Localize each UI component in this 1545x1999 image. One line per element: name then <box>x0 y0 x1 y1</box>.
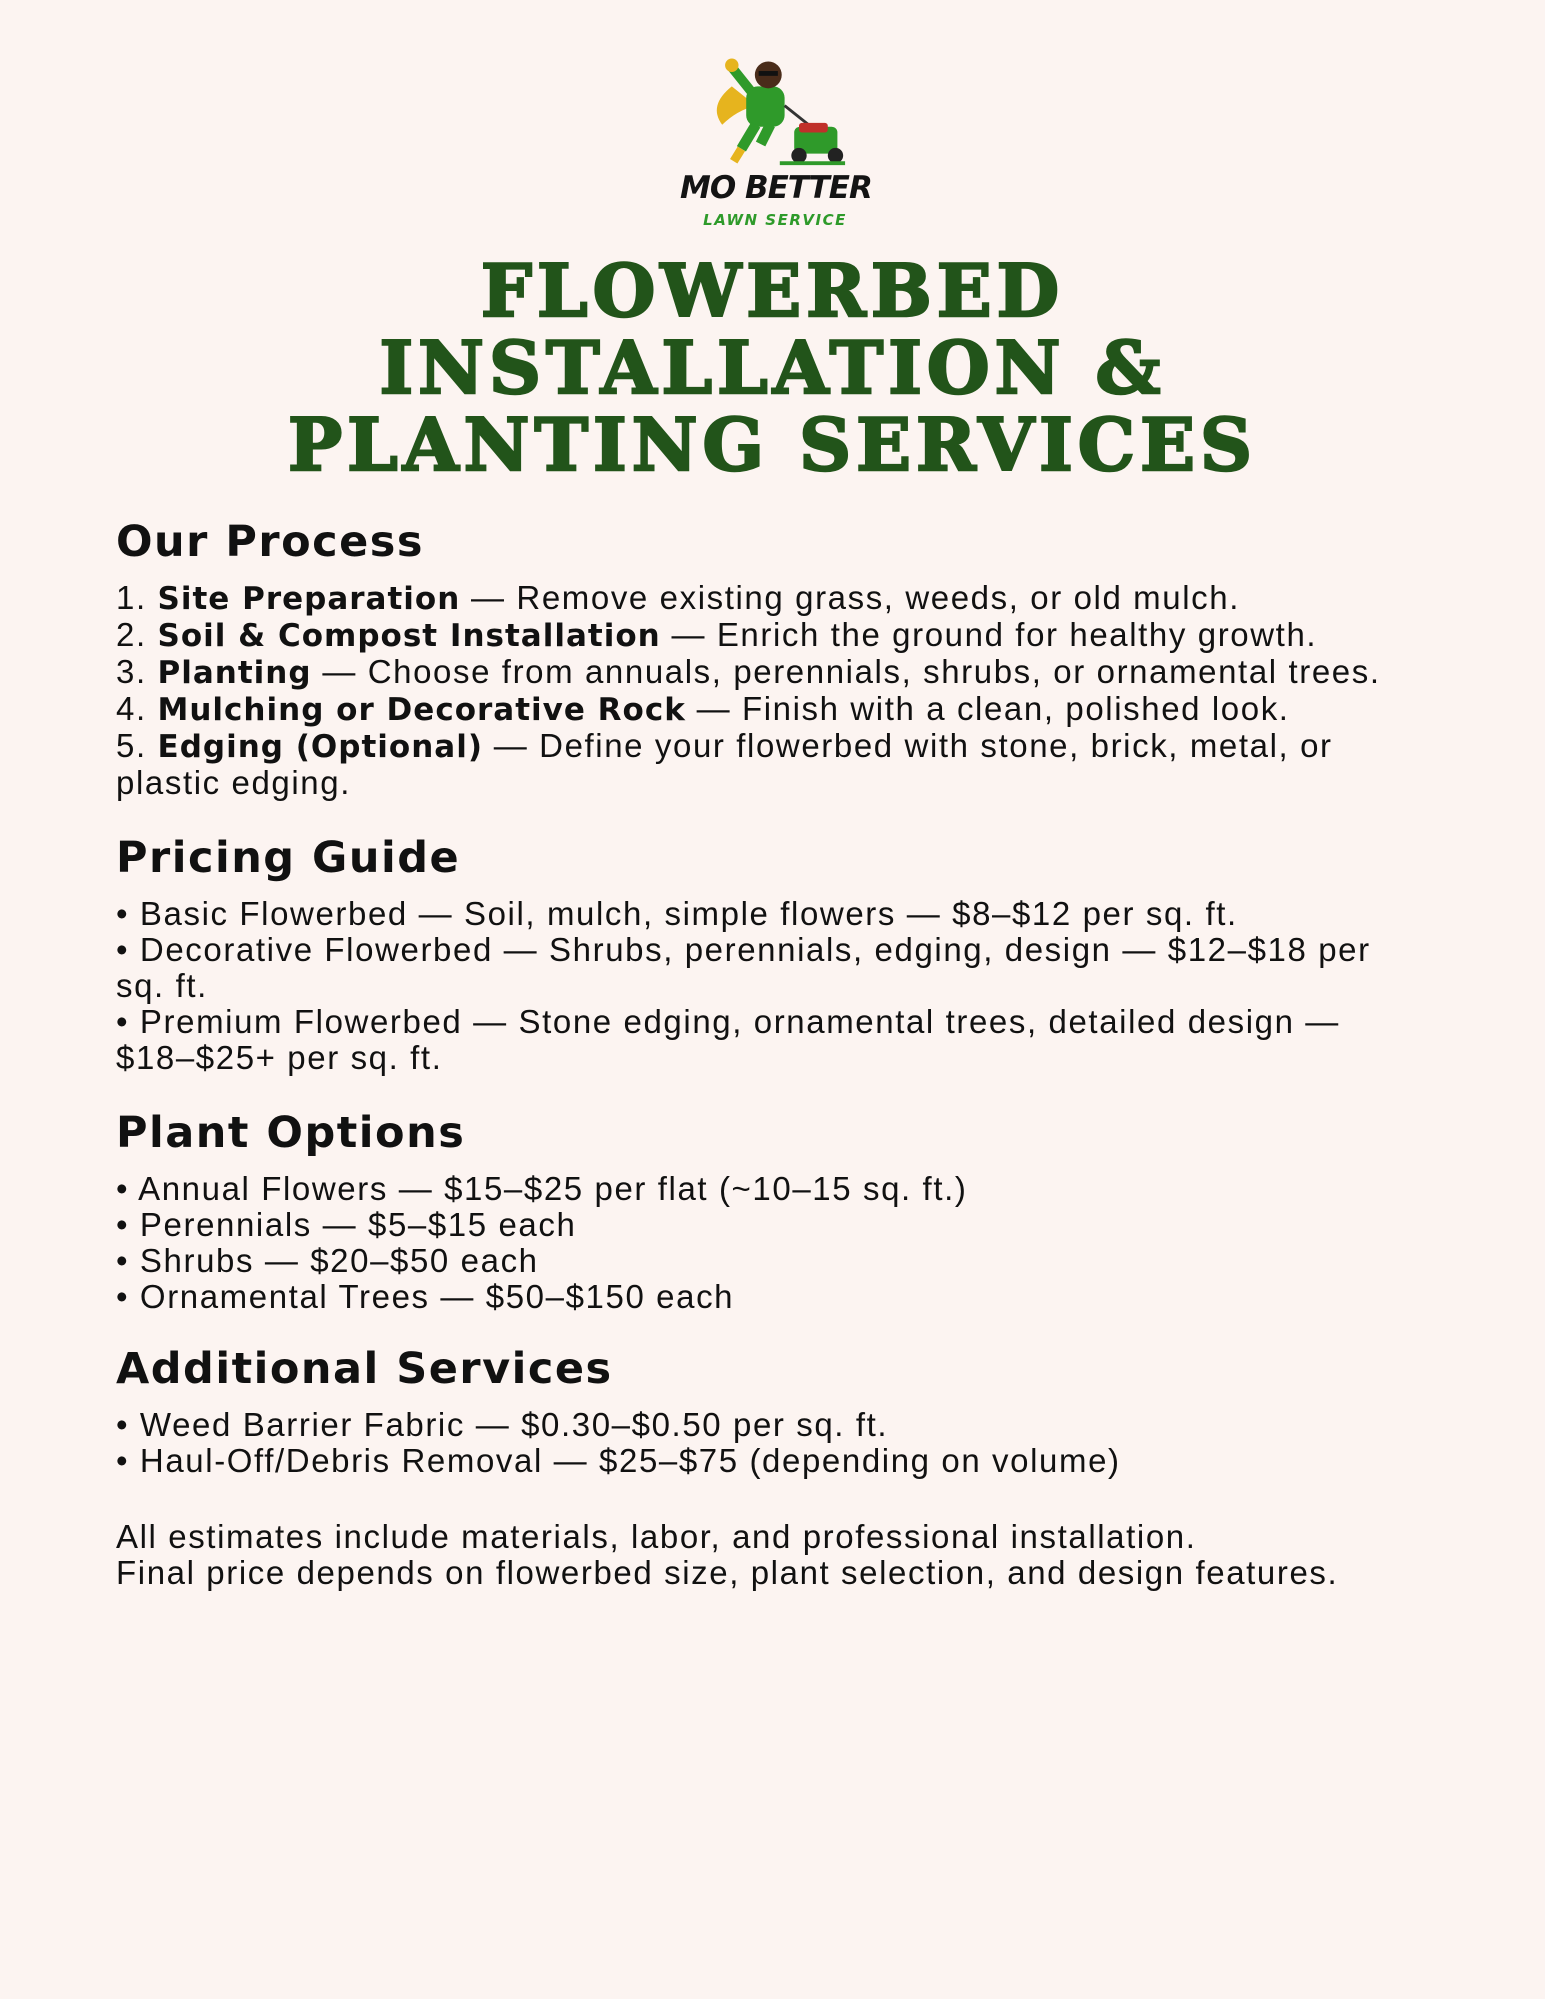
process-step <box>116 617 1426 654</box>
process-list <box>116 580 1426 801</box>
footer-note <box>116 1519 1426 1591</box>
process-step <box>116 580 1426 617</box>
section-heading: Plant Options <box>116 1108 466 1158</box>
list-item: • Decorative Flowerbed — Shrubs, perennials, edging, design — $12–$18 per sq. ft. <box>116 931 1371 1004</box>
list-item: • Basic Flowerbed — Soil, mulch, simple flowers — $8–$12 per sq. ft. <box>116 895 1238 932</box>
list-item: • Annual Flowers — $15–$25 per flat (~10–15 sq. ft.) <box>116 1170 968 1207</box>
company-logo <box>680 48 870 234</box>
mascot-mower-icon <box>700 48 850 168</box>
list-item: • Perennials — $5–$15 each <box>116 1206 577 1243</box>
page-title <box>0 248 1545 487</box>
step-number: 2. <box>116 616 147 653</box>
step-number: 4. <box>116 690 147 727</box>
logo-name: MO BETTER <box>680 170 872 206</box>
list-item: • Premium Flowerbed — Stone edging, ornamental trees, detailed design — $18–$25+ per sq. ft. <box>116 1003 1340 1076</box>
section-heading: Additional Services <box>116 1344 613 1394</box>
step-text: — Remove existing grass, weeds, or old mulch. <box>460 579 1240 616</box>
section-heading: Our Process <box>116 517 424 567</box>
step-title: Mulching or Decorative Rock <box>157 692 686 728</box>
step-title: Edging (Optional) <box>157 729 483 765</box>
step-title: Site Preparation <box>157 581 461 617</box>
plants-section <box>116 1109 1426 1315</box>
list-item: • Haul-Off/Debris Removal — $25–$75 (depending on volume) <box>116 1442 1121 1479</box>
list-item: • Weed Barrier Fabric — $0.30–$0.50 per sq. ft. <box>116 1406 889 1443</box>
step-number: 3. <box>116 653 147 690</box>
footer-line: All estimates include materials, labor, and professional installation. <box>116 1518 1197 1555</box>
step-text: — Finish with a clean, polished look. <box>685 690 1290 727</box>
step-text: — Define your flowerbed with stone, brick, metal, or plastic edging. <box>116 727 1333 801</box>
step-text: — Choose from annuals, perennials, shrubs, or ornamental trees. <box>311 653 1381 690</box>
title-line: INSTALLATION & <box>379 325 1166 410</box>
process-section <box>116 518 1426 801</box>
step-number: 5. <box>116 727 147 764</box>
step-title: Soil & Compost Installation <box>157 618 661 654</box>
title-line: FLOWERBED <box>480 248 1065 333</box>
section-heading: Pricing Guide <box>116 833 461 883</box>
process-step <box>116 654 1426 691</box>
step-number: 1. <box>116 579 147 616</box>
footer-line: Final price depends on flowerbed size, plant selection, and design features. <box>116 1554 1339 1591</box>
title-line: PLANTING SERVICES <box>288 402 1257 487</box>
process-step <box>116 691 1426 728</box>
logo-tagline: LAWN SERVICE <box>703 211 847 229</box>
pricing-section <box>116 834 1426 1076</box>
step-title: Planting <box>157 655 312 691</box>
content <box>116 518 1426 1624</box>
additional-section <box>116 1345 1426 1479</box>
list-item: • Ornamental Trees — $50–$150 each <box>116 1278 735 1315</box>
process-step <box>116 728 1426 801</box>
step-text: — Enrich the ground for healthy growth. <box>660 616 1318 653</box>
list-item: • Shrubs — $20–$50 each <box>116 1242 539 1279</box>
